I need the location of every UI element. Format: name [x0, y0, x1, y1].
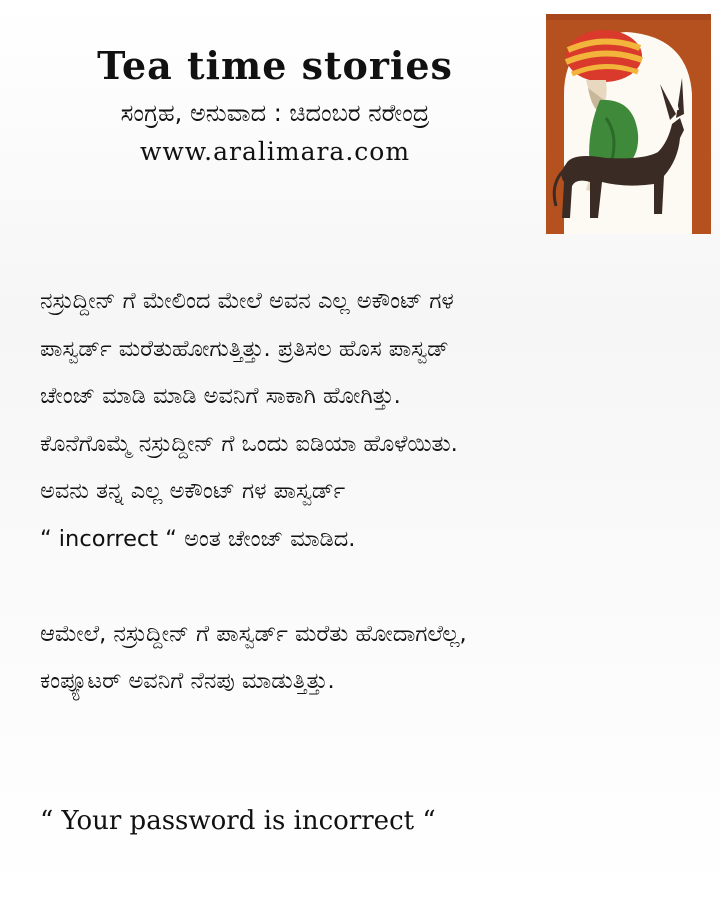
- header: [40, 40, 510, 172]
- story-line: ಅವನು ತನ್ನ ಎಲ್ಲ ಅಕೌಂಟ್ ಗಳ ಪಾಸ್ವರ್ಡ್: [40, 478, 346, 504]
- story-text: [40, 278, 700, 706]
- story-line: ಕೊನೆಗೊಮ್ಮೆ ನಸ್ರುದ್ದೀನ್ ಗೆ ಒಂದು ಐಡಿಯಾ ಹೊಳೆಯಿತು.: [40, 430, 458, 457]
- closing-quote: “ Your password is incorrect “: [40, 806, 436, 836]
- story-line: ಕಂಪ್ಯೂಟರ್ ಅವನಿಗೆ ನೆನಪು ಮಾಡುತ್ತಿತ್ತು.: [40, 668, 335, 694]
- paragraph-spacer: [40, 563, 700, 611]
- story-line: ಆಮೇಲೆ, ನಸ್ರುದ್ದೀನ್ ಗೆ ಪಾಸ್ವರ್ಡ್ ಮರೆತು ಹೋದಾಗಲೆಲ್ಲ,: [40, 620, 467, 647]
- website-url: www.aralimara.com: [139, 137, 411, 166]
- page-subtitle: ಸಂಗ್ರಹ, ಅನುವಾದ : ಚಿದಂಬರ ನರೇಂದ್ರ: [120, 99, 430, 127]
- story-line: ಚೇಂಜ್ ಮಾಡಿ ಮಾಡಿ ಅವನಿಗೆ ಸಾಕಾಗಿ ಹೋಗಿತ್ತು.: [40, 383, 401, 409]
- story-line: “ incorrect “ ಅಂತ ಚೇಂಜ್ ಮಾಡಿದ.: [40, 525, 356, 552]
- page-title: Tea time stories: [97, 43, 453, 88]
- story-line: ನಸ್ರುದ್ದೀನ್ ಗೆ ಮೇಲಿಂದ ಮೇಲೆ ಅವನ ಎಲ್ಲ ಅಕೌಂಟ್ ಗಳ: [40, 288, 454, 314]
- story-line: ಪಾಸ್ವರ್ಡ್ ಮರೆತುಹೋಗುತ್ತಿತ್ತು. ಪ್ರತಿಸಲ ಹೊಸ ಪಾಸ್ವಡ್: [40, 335, 449, 362]
- man-on-donkey-illustration-icon: [546, 14, 711, 234]
